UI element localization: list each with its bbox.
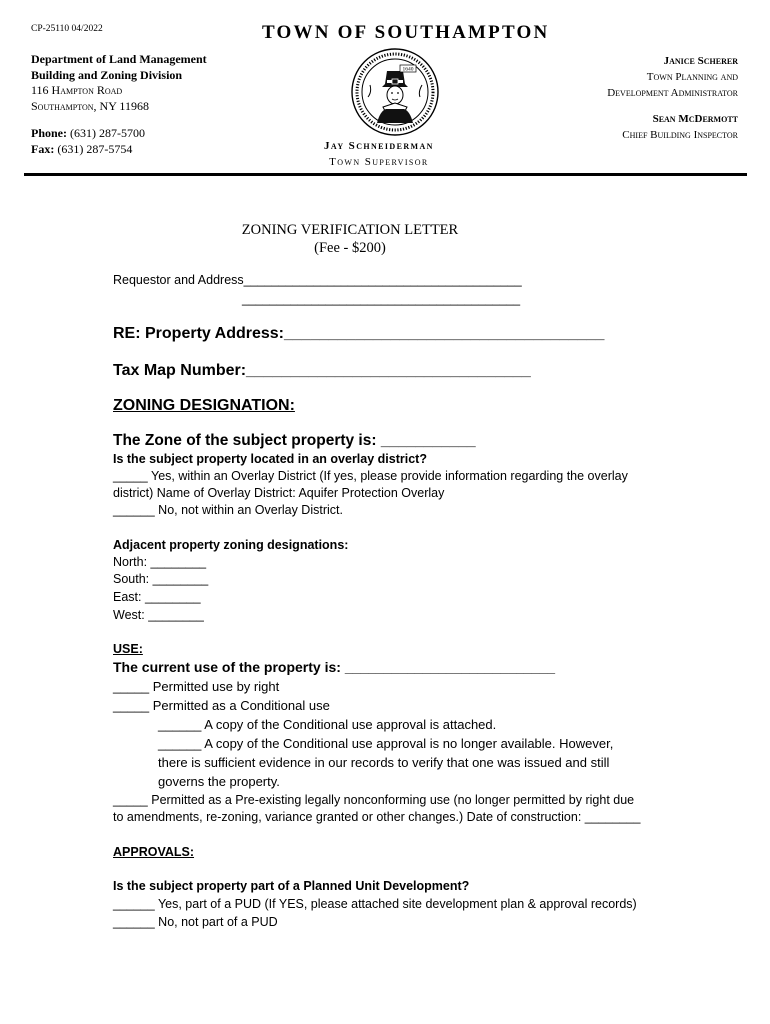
fax-label: Fax: — [31, 141, 55, 156]
fax-number: (631) 287-5754 — [54, 141, 133, 156]
pud-question: Is the subject property part of a Planned Unit Development? — [113, 879, 470, 893]
phone-line — [31, 126, 145, 142]
use-conditional-option[interactable]: _____ Permitted as a Conditional use — [113, 698, 330, 713]
overlay-district-name: district) Name of Overlay District: Aquifer Protection Overlay — [113, 486, 445, 500]
town-seal — [350, 47, 440, 137]
phone-label: Phone: — [31, 126, 67, 140]
header-divider — [24, 173, 747, 176]
official-title: Town Planning and — [646, 71, 738, 83]
adjacent-east[interactable]: East: ________ — [113, 590, 201, 604]
pud-yes-option[interactable]: ______ Yes, part of a PUD (If YES, please attached site development plan & approval records) — [113, 897, 637, 911]
overlay-question: Is the subject property located in an overlay district? — [113, 452, 427, 466]
property-address-field[interactable]: RE: Property Address:____________________________________ — [113, 325, 605, 342]
use-heading: USE: — [113, 642, 143, 656]
adjacent-north[interactable]: North: ________ — [113, 555, 207, 569]
conditional-unavailable-text: governs the property. — [158, 774, 280, 789]
zone-field[interactable]: The Zone of the subject property is: ___________ — [113, 432, 476, 449]
conditional-unavailable-text: there is sufficient evidence in our records to verify that one was issued and still — [158, 755, 610, 770]
form-id: CP-25110 04/2022 — [31, 24, 103, 34]
department-block — [31, 52, 207, 114]
overlay-yes-option[interactable]: _____ Yes, within an Overlay District (If yes, please provide information regarding the overlay — [113, 469, 628, 483]
phone-number: (631) 287-5700 — [67, 126, 145, 140]
form-title-block — [0, 221, 700, 257]
supervisor-block — [324, 138, 434, 170]
adjacent-south[interactable]: South: ________ — [113, 572, 209, 586]
pud-no-option[interactable]: ______ No, not part of a PUD — [113, 915, 278, 929]
conditional-unavailable-option[interactable]: ______ A copy of the Conditional use approval is no longer available. However, — [158, 736, 614, 751]
preexisting-option[interactable]: _____ Permitted as a Pre-existing legally nonconforming use (no longer permitted by right due — [113, 793, 635, 807]
city-address: Southampton, NY 11968 — [31, 98, 149, 113]
official-title: Development Administrator — [607, 87, 738, 99]
street-address: 116 Hampton Road — [31, 83, 123, 97]
supervisor-name: Jay Schneiderman — [324, 140, 434, 152]
supervisor-title: Town Supervisor — [329, 156, 429, 168]
officials-block — [607, 53, 738, 143]
form-title: ZONING VERIFICATION LETTER — [241, 222, 459, 238]
adjacent-west[interactable]: West: ________ — [113, 608, 204, 622]
form-fee: (Fee - $200) — [314, 240, 386, 256]
approvals-heading: APPROVALS: — [113, 845, 195, 859]
adjacent-heading: Adjacent property zoning designations: — [113, 538, 349, 552]
requestor-field[interactable]: Requestor and Address________________________________________ — [113, 273, 522, 287]
fax-line — [31, 142, 145, 158]
division-name: Building and Zoning Division — [31, 67, 183, 82]
official-title: Chief Building Inspector — [622, 129, 738, 141]
overlay-no-option[interactable]: ______ No, not within an Overlay District. — [113, 503, 343, 517]
department-name: Department of Land Management — [31, 52, 207, 66]
current-use-field[interactable]: The current use of the property is: ___________________________ — [113, 659, 556, 675]
conditional-attached-option[interactable]: ______ A copy of the Conditional use approval is attached. — [158, 717, 497, 732]
official-name: Janice Scherer — [663, 55, 738, 67]
requestor-field-line2[interactable]: ________________________________________ — [242, 292, 521, 306]
tax-map-field[interactable]: Tax Map Number:________________________________ — [113, 362, 531, 379]
contact-block — [31, 126, 145, 157]
official-name: Sean McDermott — [652, 113, 738, 125]
zoning-heading: ZONING DESIGNATION: — [113, 397, 295, 414]
preexisting-date-field[interactable]: to amendments, re-zoning, variance granted or other changes.) Date of construction: ________ — [113, 810, 641, 824]
use-permitted-option[interactable]: _____ Permitted use by right — [113, 679, 280, 694]
seal-year: 1640 — [402, 66, 414, 73]
town-title: TOWN OF SOUTHAMPTON — [262, 22, 550, 43]
